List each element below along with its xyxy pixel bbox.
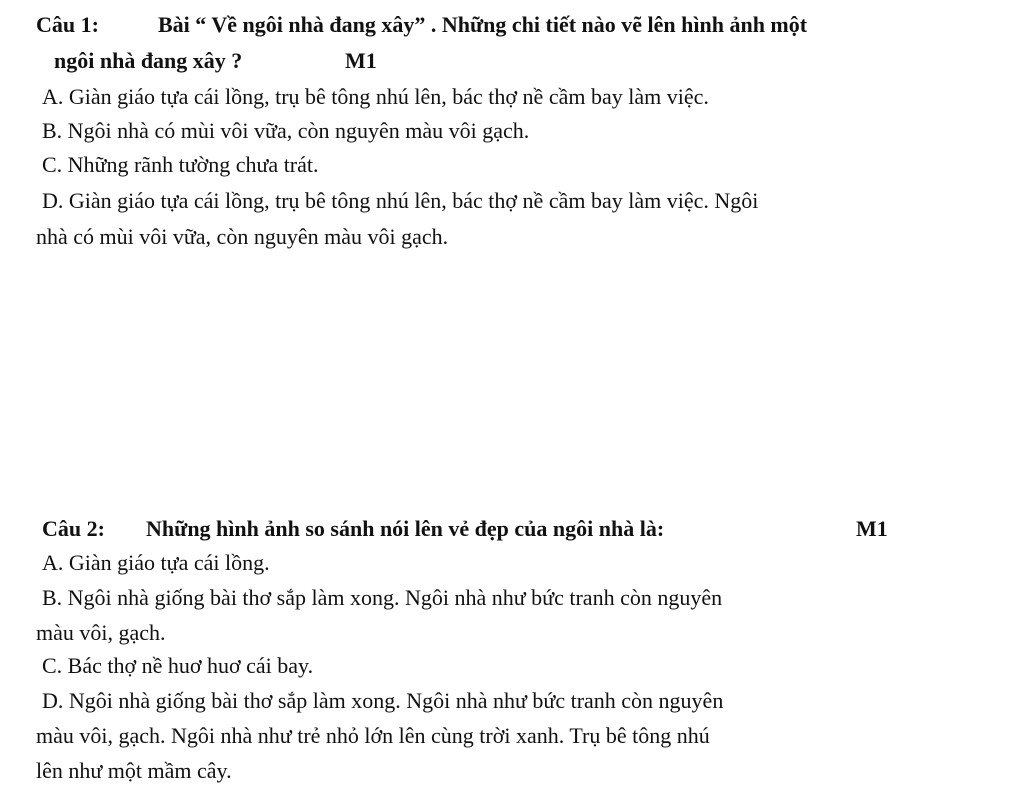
question-1-option-d-line1: D. Giàn giáo tựa cái lồng, trụ bê tông nhú lên, bác thợ nề cầm bay làm việc. Ngôi xyxy=(42,188,759,213)
question-2-title: Những hình ảnh so sánh nói lên vẻ đẹp của ngôi nhà là: xyxy=(146,516,665,541)
question-1-title-line1: Bài “ Về ngôi nhà đang xây” . Những chi tiết nào vẽ lên hình ảnh một xyxy=(158,12,808,37)
question-1-title-line2: ngôi nhà đang xây ? xyxy=(54,48,243,73)
question-1-label: Câu 1: xyxy=(36,12,99,37)
question-2-level: M1 xyxy=(856,516,888,541)
question-2-option-c: C. Bác thợ nề huơ huơ cái bay. xyxy=(42,653,314,678)
question-1-level: M1 xyxy=(345,48,377,73)
question-1-option-c: C. Những rãnh tường chưa trát. xyxy=(42,152,319,177)
question-1-option-d-line2: nhà có mùi vôi vữa, còn nguyên màu vôi gạch. xyxy=(36,224,449,249)
question-2-option-d-line2: màu vôi, gạch. Ngôi nhà như trẻ nhỏ lớn lên cùng trời xanh. Trụ bê tông nhú xyxy=(36,723,710,748)
question-1-option-b: B. Ngôi nhà có mùi vôi vữa, còn nguyên màu vôi gạch. xyxy=(42,118,530,143)
question-2-option-d-line3: lên như một mầm cây. xyxy=(36,758,232,783)
question-2-option-a: A. Giàn giáo tựa cái lồng. xyxy=(42,550,270,575)
question-2-option-b-line2: màu vôi, gạch. xyxy=(36,620,166,645)
question-2-label: Câu 2: xyxy=(42,516,105,541)
question-2-option-d-line1: D. Ngôi nhà giống bài thơ sắp làm xong. Ngôi nhà như bức tranh còn nguyên xyxy=(42,688,724,713)
question-1-option-a: A. Giàn giáo tựa cái lồng, trụ bê tông nhú lên, bác thợ nề cầm bay làm việc. xyxy=(42,84,709,109)
question-2-option-b-line1: B. Ngôi nhà giống bài thơ sắp làm xong. Ngôi nhà như bức tranh còn nguyên xyxy=(42,585,723,610)
